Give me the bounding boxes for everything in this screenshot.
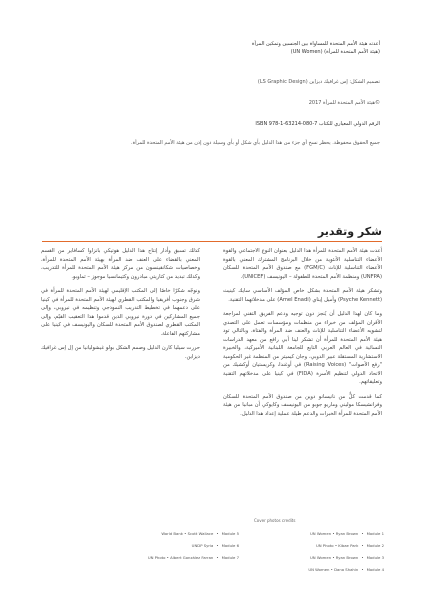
credit-row — [254, 563, 384, 575]
bullet-separator: • — [216, 542, 219, 548]
bullet-separator: • — [216, 530, 219, 536]
copyright-line: ©هيئة الأمم المتحدة للمرأة 2017 — [308, 100, 380, 106]
credit-row — [99, 539, 239, 551]
bullet-separator: • — [361, 530, 364, 536]
credit-source: World Bank • Scott Wallace — [161, 530, 214, 536]
credit-row — [254, 527, 384, 539]
credit-row — [99, 551, 239, 563]
photo-credits-right — [254, 518, 384, 575]
paragraph: أعدت هيئة الأمم المتحدة للمرأة هذا الدليل بعنوان النوع الاجتماعي والقوة الأعضاء التناسلية الأنثوية من خلال البرنامج المشترك المعني بالقوة الأعضاء التناسلية للإناث (FGM/C) مع صندوق الأمم المتحدة للسكان (UNFPA) ومنظمة الأمم المتحدة للطفولة – اليونيسف (UNICEF). — [223, 248, 383, 280]
paragraph: كما قدمت كلٌّ من نانيسانو دوين من صندوق الأمم المتحدة للسكان وفرانشيسكا موليني وماريو جوبو من اليونيسف وكايوكي أن مبانيا من هيئة الأمم المتحدة للمرأة الخبرات والدعم طيلة عملية إعداد هذا الدليل. — [223, 393, 382, 417]
paragraph: وما كان لهذا الدليل أن يُنجز دون توجيه ودعم الفريق التقني لمراجعة الأقران المؤلف من خبراء من منظمات ومؤسسات تعمل على التصدي لتشويه الأعضاء التناسلية للإناث والعنف ضد المرأة والفتاة، وبالتالي تود هيئة الأمم المتحدة للمرأة أن تشكر لينا أبي رافع من معهد الدراسات النسائية في العالم العربي التابع للجامعة اللبنانية الأميركية، والخبيرة الاستشارية المستقلة عبير الدوبي، وجان كيميتر من المنظمة غير الحكومية "رفع الأصوات" (Raising Voices) في أوغندا، وكريستيان أوكشيك من الاتحاد الدولي لتنظيم الأسرة (FIDA) في كينيا على مدخلاتهم التقنية وتعليقاتهم. — [223, 311, 382, 385]
bullet-separator: • — [361, 542, 364, 548]
bullet-separator: • — [216, 554, 219, 560]
credit-module: Module 7 — [221, 554, 239, 560]
copyright-block — [80, 99, 380, 107]
paragraph: كذلك تسبق وأدار إنتاج هذا الدليل هوتيكي بانزاوا كسافاير من القسم المعني بالقضاء على العنف ضد المرأة بهيئة الأمم المتحدة للمرأة، وخصاصيات شكانقينسون من مركز هيئة الأمم المتحدة للمرأة للتدريب، وكذلك تبديد من كتاريتي مبادرون وكثيمانسيا موجوز – ثماوبو. — [41, 248, 200, 280]
paragraph: حررت سيليا كارن الدليل وصمم الشكل بولو غيشوليانيا من إل إس غرافيك ديزاين. — [41, 345, 200, 360]
credit-source: UN Photo • Albert González Farran — [147, 554, 214, 560]
isbn-block — [80, 120, 380, 128]
rights-block — [80, 139, 380, 147]
credit-row — [254, 551, 384, 563]
credit-module: Module 6 — [221, 542, 239, 548]
credit-source: UN Women • Ryan Brown — [310, 554, 359, 560]
credit-row — [254, 539, 384, 551]
credit-source: UNDP Syria — [191, 542, 214, 548]
photo-credits-left — [99, 527, 239, 563]
credit-source: UN Women • Dana Shahin — [308, 566, 359, 572]
publisher-line-2: (هيئة الأمم المتحدة للمرأة) (UN Women) — [290, 49, 380, 55]
bullet-separator: • — [361, 554, 364, 560]
credit-source: UN Women • Ryan Brown — [310, 530, 359, 536]
credit-module: Module 1 — [366, 530, 384, 536]
publisher-block — [80, 40, 380, 56]
paragraph: وتشكر هيئة الأمم المتحدة بشكل خاص المؤلف الأساسي سايك كينيث (Psyche Kennett) وأميل إيناي (Amel Enadi) على مدخلاتهما التقنية. — [223, 288, 382, 303]
credit-module: Module 5 — [221, 530, 239, 536]
credits-title: Cover photos credits — [254, 518, 296, 523]
credit-source: UN Photo • Kibae Park — [315, 542, 359, 548]
left-text-column — [41, 247, 200, 367]
paragraph: ونوجّه شكرًا خاصًا إلى المكتب الإقليمي لهيئة الأمم المتحدة للمرأة في شرق وجنوب أفريقيا والمكتب القطري لهيئة الأمم المتحدة للمرأة في كينيا على دعمهما في تخطيط التدريب النموذجي وتنظيمه في نيروبي، وإلى جميع المشاركين في دورة نيروبي الذين قدموا هذا التعقيب القيّم، وإلى المكتب القطري لصندوق الأمم المتحدة للسكان واليونيسف في كينيا على مشاركتهم الفاعلة. — [41, 288, 200, 337]
publisher-line-1: أعدته هيئة الأمم المتحدة للمساواة بين الجنسين وتمكين المرأة — [251, 41, 380, 47]
section-title-acknowledgements: شكر وتقدير — [42, 225, 382, 242]
design-credit — [80, 78, 380, 86]
bullet-separator: • — [361, 566, 364, 572]
credit-row — [99, 527, 239, 539]
design-line: تصميم الشكل: إس غرافيك ديزاين (LS Graphic Design) — [257, 79, 380, 85]
credit-module: Module 4 — [366, 566, 384, 572]
right-text-column — [223, 247, 382, 424]
credit-module: Module 2 — [366, 542, 384, 548]
rights-text: جميع الحقوق محفوظة. يحظر نسخ أي جزء من هذا الدليل بأي شكل أو بأي وسيلة دون إذن من هيئة الأمم المتحدة للمرأة. — [130, 140, 380, 146]
isbn-line: الرقم الدولي المعياري للكتاب ISBN 978-1-63214-080-7 — [255, 121, 380, 127]
credit-module: Module 3 — [366, 554, 384, 560]
